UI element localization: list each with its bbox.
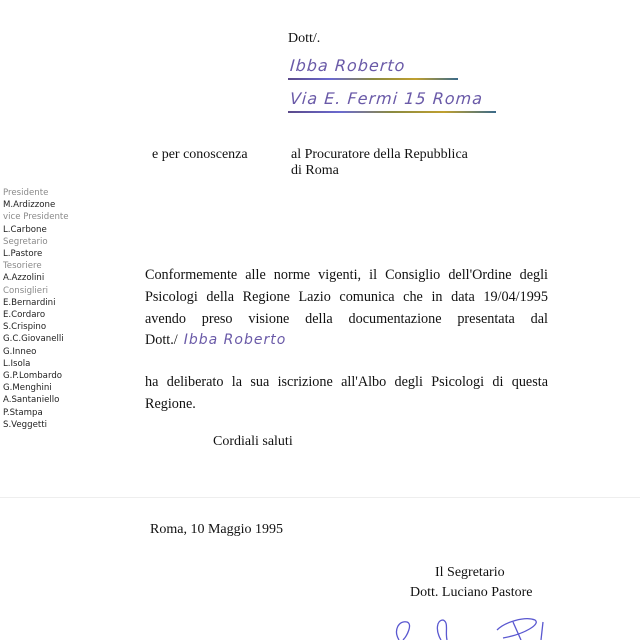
signature: [385, 612, 565, 640]
signatory-name: Dott. Luciano Pastore: [410, 585, 533, 600]
cc-recipient: al Procuratore della Repubblica: [291, 147, 468, 162]
council-member-name: P.Stampa: [3, 407, 43, 418]
council-members-list: [3, 187, 69, 431]
body-paragraph-2: ha deliberato la sua iscrizione all'Albo degli Psicologi di questa Regione.: [145, 374, 548, 412]
place-date: Roma, 10 Maggio 1995: [150, 522, 283, 537]
council-member-name: A.Santaniello: [3, 395, 60, 406]
cc-recipient-city: di Roma: [291, 163, 339, 178]
council-role-label: vice Presidente: [3, 212, 69, 223]
council-member-name: G.C.Giovanelli: [3, 334, 64, 345]
address-underline: [288, 78, 458, 80]
council-member-name: G.Menghini: [3, 383, 52, 394]
council-role-label: Segretario: [3, 236, 48, 247]
handwritten-addressee-name: Ibba Roberto: [289, 56, 407, 75]
signatory-title: Il Segretario: [435, 565, 505, 580]
council-member-name: A.Azzolini: [3, 273, 45, 284]
address-underline: [288, 111, 496, 113]
council-member-name: L.Pastore: [3, 249, 43, 260]
council-member-name: S.Veggetti: [3, 419, 48, 430]
council-role-label: Presidente: [3, 188, 49, 198]
council-member-name: S.Crispino: [3, 322, 47, 333]
salutation: Dott/.: [288, 31, 321, 46]
council-member-name: G.P.Lombardo: [3, 371, 63, 382]
council-member-name: L.Isola: [3, 358, 31, 369]
council-member-name: E.Cordaro: [3, 310, 46, 321]
body-text: Conformemente alle norme vigenti, il Consiglio dell'Ordine degli Psicologi della Regione Lazio comunica che in data 19/04/1995 avendo preso visione della documentazione presentata dal Dott./: [145, 267, 548, 349]
council-role-label: Consiglieri: [3, 285, 49, 296]
closing: Cordiali saluti: [213, 434, 293, 449]
handwritten-name-inline: Ibba Roberto: [183, 332, 287, 349]
council-member-name: M.Ardizzone: [3, 200, 56, 211]
handwritten-address: Via E. Fermi 15 Roma: [289, 89, 484, 108]
scan-line: [0, 497, 640, 498]
council-role-label: Tesoriere: [3, 261, 42, 272]
council-member-name: E.Bernardini: [3, 297, 56, 308]
council-member-name: L.Carbone: [3, 224, 47, 235]
council-member-name: G.Inneo: [3, 346, 37, 357]
cc-label: e per conoscenza: [152, 147, 248, 162]
body-paragraph-1: [145, 265, 548, 352]
